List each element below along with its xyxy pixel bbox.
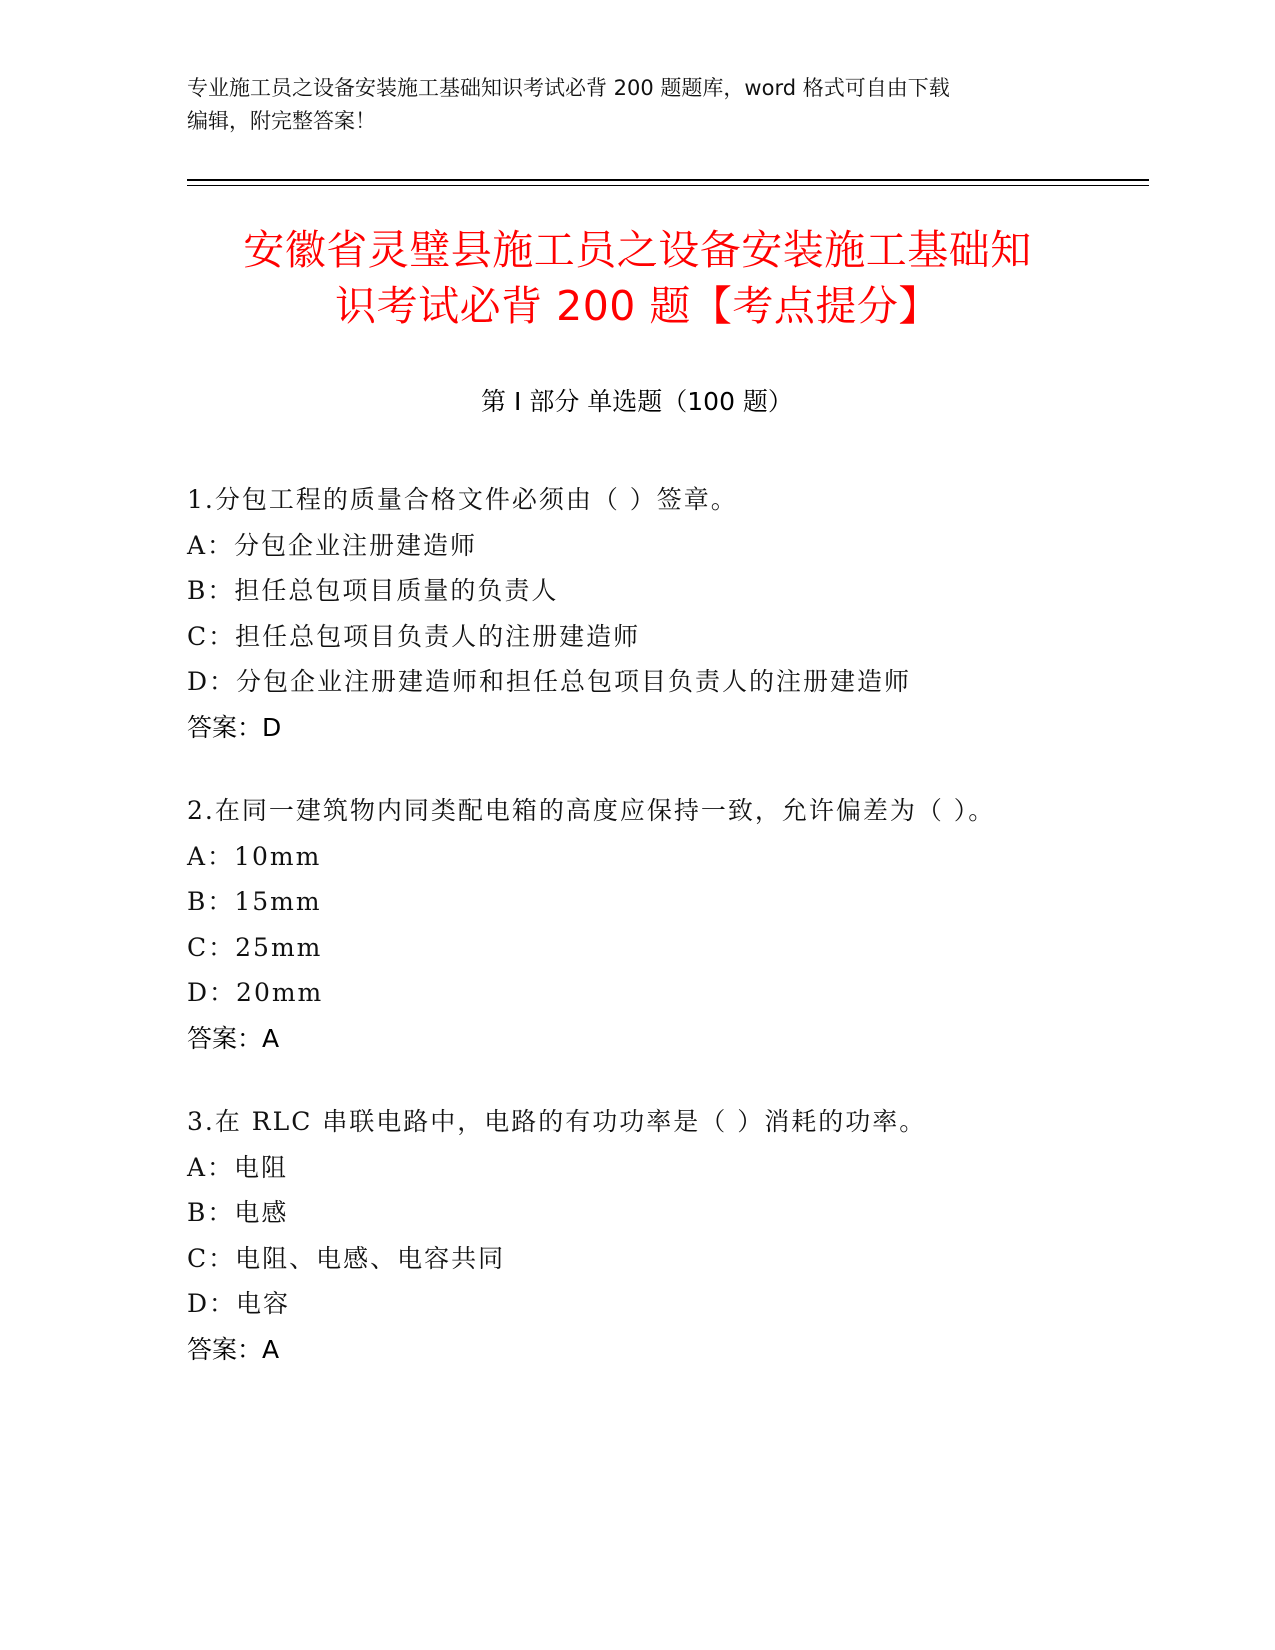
- header-note-line-2: 编辑，附完整答案！: [187, 109, 376, 133]
- option-d: D：分包企业注册建造师和担任总包项目负责人的注册建造师: [187, 667, 912, 696]
- question-3: [187, 1099, 1187, 1372]
- answer: 答案：D: [187, 712, 282, 742]
- option-a: A：10mm: [187, 841, 322, 871]
- option-c: C：25mm: [187, 932, 323, 962]
- header-rule-thick: [187, 179, 1149, 181]
- option-c: C：电阻、电感、电容共同: [187, 1243, 506, 1273]
- header-note: [187, 72, 1087, 138]
- document-title-line-2: 识考试必背 200 题【考点提分】: [335, 282, 940, 330]
- question-stem: 2.在同一建筑物内同类配电箱的高度应保持一致，允许偏差为（ ）。: [187, 796, 996, 825]
- question-stem: 1.分包工程的质量合格文件必须由（ ）签章。: [187, 485, 738, 514]
- question-list: [187, 477, 1187, 1410]
- section-title: 第 I 部分 单选题（100 题）: [481, 387, 793, 416]
- option-b: B：电感: [187, 1198, 289, 1227]
- document-title: [140, 222, 1135, 334]
- header-note-line-1: 专业施工员之设备安装施工基础知识考试必背 200 题题库，word 格式可自由下载: [187, 76, 950, 100]
- question-1: [187, 477, 1187, 750]
- document-title-line-1: 安徽省灵璧县施工员之设备安装施工基础知: [243, 226, 1032, 274]
- option-c: C：担任总包项目负责人的注册建造师: [187, 621, 641, 651]
- option-d: D：电容: [187, 1289, 291, 1318]
- option-a: A：分包企业注册建造师: [187, 530, 478, 560]
- option-a: A：电阻: [187, 1152, 289, 1182]
- question-stem: 3.在 RLC 串联电路中，电路的有功功率是（ ）消耗的功率。: [187, 1107, 927, 1136]
- header-rule-thin: [187, 185, 1149, 186]
- question-2: [187, 788, 1187, 1061]
- answer: 答案：A: [187, 1023, 280, 1053]
- option-b: B：15mm: [187, 887, 322, 916]
- answer: 答案：A: [187, 1334, 280, 1364]
- option-b: B：担任总包项目质量的负责人: [187, 576, 559, 605]
- option-d: D：20mm: [187, 978, 324, 1007]
